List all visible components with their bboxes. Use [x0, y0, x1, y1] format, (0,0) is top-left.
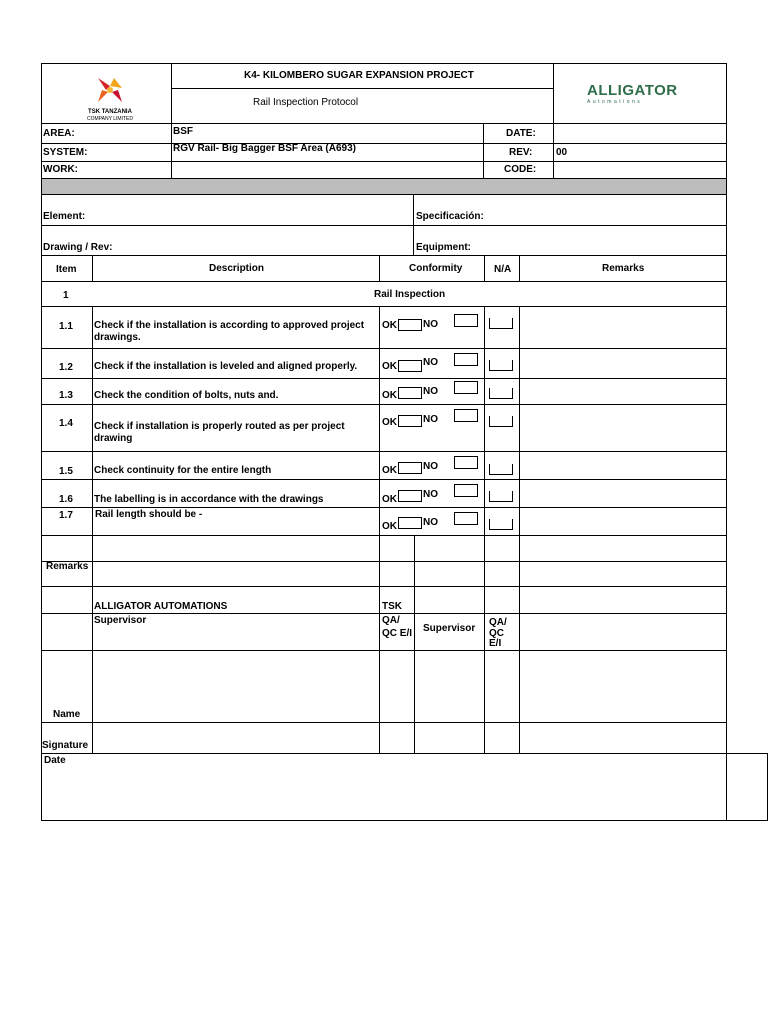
na-checkbox[interactable] — [489, 318, 513, 329]
ok-label: OK — [382, 521, 397, 532]
row-description: Check if installation is properly routed as per project drawing — [94, 421, 345, 444]
code-label: CODE: — [504, 164, 537, 175]
no-checkbox[interactable] — [454, 314, 478, 327]
ok-label: OK — [382, 361, 397, 372]
no-checkbox[interactable] — [454, 484, 478, 497]
no-checkbox[interactable] — [454, 512, 478, 525]
section-item: 1 — [63, 290, 69, 301]
no-checkbox[interactable] — [454, 456, 478, 469]
rev-label: REV: — [509, 147, 533, 158]
system-label: SYSTEM: — [43, 147, 88, 158]
no-label: NO — [423, 489, 438, 500]
ok-checkbox[interactable] — [398, 462, 422, 474]
row-description: Check continuity for the entire length — [94, 465, 272, 476]
row-item: 1.2 — [59, 362, 73, 373]
row-description: Check if the installation is leveled and aligned properly. — [94, 361, 358, 372]
row-item: 1.5 — [59, 466, 73, 477]
no-label: NO — [423, 517, 438, 528]
qaqc2-line2: QC — [489, 628, 504, 639]
ok-label: OK — [382, 465, 397, 476]
row-description: The labelling is in accordance with the drawings — [94, 494, 324, 505]
company-role: Supervisor — [94, 615, 147, 626]
qaqc2-line3: E/I — [489, 638, 502, 649]
ok-checkbox[interactable] — [398, 360, 422, 372]
header-description: Description — [209, 263, 265, 274]
work-label: WORK: — [43, 164, 78, 175]
element-label: Element: — [43, 211, 86, 222]
tsk-label: TSK — [382, 601, 402, 612]
date-label: DATE: — [506, 128, 536, 139]
header-item: Item — [56, 264, 77, 275]
section-divider — [42, 179, 726, 194]
area-label: AREA: — [43, 128, 75, 139]
signature-label: Signature — [42, 740, 89, 751]
drawing-label: Drawing / Rev: — [43, 242, 113, 253]
company-name: ALLIGATOR AUTOMATIONS — [94, 601, 228, 612]
no-label: NO — [423, 357, 438, 368]
ok-label: OK — [382, 390, 397, 401]
ok-label: OK — [382, 417, 397, 428]
header-conformity: Conformity — [409, 263, 463, 274]
na-checkbox[interactable] — [489, 416, 513, 427]
na-checkbox[interactable] — [489, 388, 513, 399]
row-item: 1.6 — [59, 494, 73, 505]
remarks-label: Remarks — [46, 561, 89, 572]
rev-value: 00 — [556, 147, 568, 158]
no-label: NO — [423, 386, 438, 397]
header-remarks: Remarks — [602, 263, 645, 274]
row-description: Check the condition of bolts, nuts and. — [94, 390, 279, 401]
row-description: Check if the installation is according to approved project drawings. — [94, 320, 365, 343]
tsk-logo-line1: TSK TANZANIA — [88, 109, 132, 115]
ok-checkbox[interactable] — [398, 517, 422, 529]
alligator-logo-brand: ALLIGATOR — [587, 82, 678, 99]
section-title: Rail Inspection — [374, 289, 446, 300]
row-item: 1.3 — [59, 390, 73, 401]
no-checkbox[interactable] — [454, 409, 478, 422]
tsk-logo — [80, 76, 140, 122]
protocol-title: Rail Inspection Protocol — [253, 97, 359, 108]
no-checkbox[interactable] — [454, 353, 478, 366]
ok-checkbox[interactable] — [398, 319, 422, 331]
alligator-logo-sub: Automations — [587, 99, 643, 105]
system-value: RGV Rail- Big Bagger BSF Area (A693) — [173, 143, 357, 154]
equipment-label: Equipment: — [416, 242, 471, 253]
ok-label: OK — [382, 494, 397, 505]
row-item: 1.1 — [59, 321, 73, 332]
no-label: NO — [423, 414, 438, 425]
no-checkbox[interactable] — [454, 381, 478, 394]
ok-label: OK — [382, 320, 397, 331]
qaqc1-line1: QA/ — [382, 615, 400, 626]
qaqc1-line2: QC E/I — [382, 628, 413, 639]
na-checkbox[interactable] — [489, 360, 513, 371]
tsk-role: Supervisor — [423, 623, 476, 634]
name-label: Name — [53, 709, 81, 720]
no-label: NO — [423, 461, 438, 472]
row-description: Rail length should be - — [95, 509, 203, 520]
ok-checkbox[interactable] — [398, 490, 422, 502]
ok-checkbox[interactable] — [398, 415, 422, 427]
ok-checkbox[interactable] — [398, 387, 422, 399]
date-footer-label: Date — [44, 755, 66, 766]
tsk-logo-line2: COMPANY LIMITED — [87, 116, 133, 122]
na-checkbox[interactable] — [489, 519, 513, 530]
na-checkbox[interactable] — [489, 464, 513, 475]
row-item: 1.7 — [59, 510, 73, 521]
row-item: 1.4 — [59, 418, 73, 429]
qaqc2-line1: QA/ — [489, 617, 507, 628]
alligator-logo — [587, 83, 697, 105]
na-checkbox[interactable] — [489, 491, 513, 502]
project-title: K4- KILOMBERO SUGAR EXPANSION PROJECT — [244, 70, 474, 81]
area-value: BSF — [173, 126, 193, 137]
header-na: N/A — [494, 264, 512, 275]
no-label: NO — [423, 319, 438, 330]
spec-label: Specificación: — [416, 211, 484, 222]
